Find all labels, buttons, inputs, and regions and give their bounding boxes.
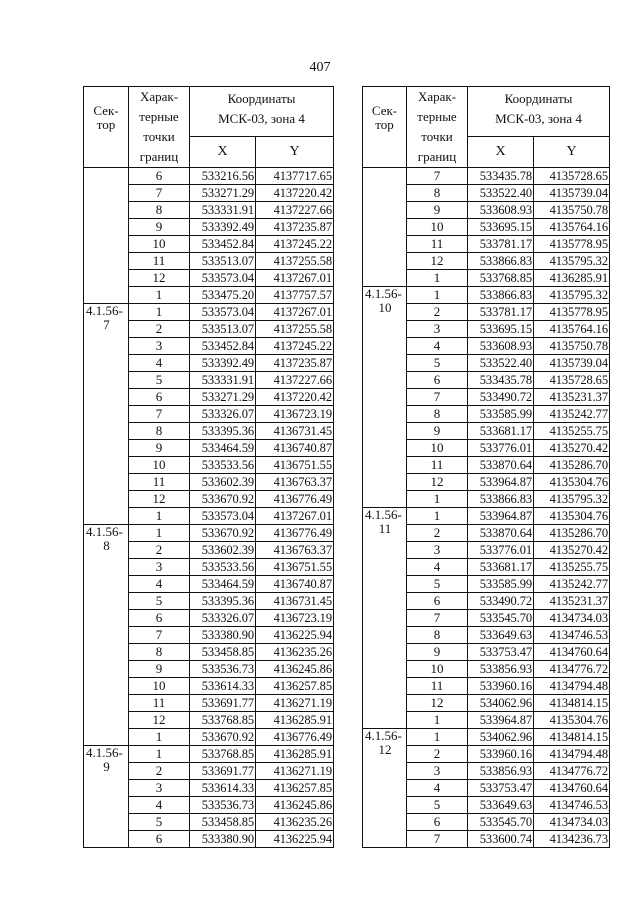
y-coordinate: 4134746.53	[534, 627, 610, 644]
point-number: 1	[407, 287, 468, 304]
table-row	[363, 168, 610, 185]
x-coordinate: 533513.07	[190, 321, 256, 338]
point-number: 6	[407, 814, 468, 831]
x-coordinate: 533458.85	[190, 814, 256, 831]
point-number: 3	[407, 321, 468, 338]
point-number: 11	[129, 695, 190, 712]
x-coordinate: 533602.39	[190, 474, 256, 491]
y-coordinate: 4135739.04	[534, 185, 610, 202]
y-header: Y	[534, 137, 610, 168]
point-number: 9	[129, 661, 190, 678]
y-coordinate: 4135750.78	[534, 202, 610, 219]
x-coordinate: 533326.07	[190, 610, 256, 627]
sector-cell	[363, 729, 407, 848]
point-number: 9	[407, 644, 468, 661]
y-coordinate: 4134794.48	[534, 678, 610, 695]
point-number: 3	[129, 559, 190, 576]
y-coordinate: 4137227.66	[256, 202, 334, 219]
x-coordinate: 533513.07	[190, 253, 256, 270]
point-number: 6	[129, 168, 190, 185]
sector-cell	[363, 168, 407, 287]
y-coordinate: 4136271.19	[256, 695, 334, 712]
y-coordinate: 4135728.65	[534, 372, 610, 389]
y-coordinate: 4134746.53	[534, 797, 610, 814]
x-coordinate: 533768.85	[468, 270, 534, 287]
y-coordinate: 4135795.32	[534, 287, 610, 304]
coordinates-header: Координаты МСК-03, зона 4	[190, 87, 334, 137]
x-coordinate: 533856.93	[468, 763, 534, 780]
point-number: 6	[407, 372, 468, 389]
point-number: 4	[407, 780, 468, 797]
point-number: 1	[407, 508, 468, 525]
y-coordinate: 4135795.32	[534, 253, 610, 270]
y-coordinate: 4136235.26	[256, 644, 334, 661]
point-number: 6	[407, 593, 468, 610]
point-number: 3	[129, 780, 190, 797]
y-coordinate: 4135778.95	[534, 304, 610, 321]
y-coordinate: 4135728.65	[534, 168, 610, 185]
point-number: 8	[407, 185, 468, 202]
points-header: Харак- терные точки границ	[129, 87, 190, 168]
y-coordinate: 4135286.70	[534, 457, 610, 474]
y-coordinate: 4135286.70	[534, 525, 610, 542]
x-coordinate: 533960.16	[468, 678, 534, 695]
point-number: 5	[129, 814, 190, 831]
x-coordinate: 533608.93	[468, 202, 534, 219]
x-coordinate: 533768.85	[190, 712, 256, 729]
x-coordinate: 533464.59	[190, 576, 256, 593]
point-number: 3	[407, 763, 468, 780]
point-number: 1	[129, 287, 190, 304]
y-coordinate: 4137255.58	[256, 253, 334, 270]
x-coordinate: 533602.39	[190, 542, 256, 559]
y-coordinate: 4134760.64	[534, 780, 610, 797]
sector-cell	[363, 287, 407, 508]
point-number: 1	[129, 304, 190, 321]
y-coordinate: 4135242.77	[534, 576, 610, 593]
x-coordinate: 533964.87	[468, 508, 534, 525]
x-coordinate: 534062.96	[468, 695, 534, 712]
point-number: 3	[407, 542, 468, 559]
point-number: 12	[129, 712, 190, 729]
x-header: X	[468, 137, 534, 168]
point-number: 10	[407, 440, 468, 457]
y-coordinate: 4137220.42	[256, 389, 334, 406]
x-coordinate: 533866.83	[468, 253, 534, 270]
x-coordinate: 533856.93	[468, 661, 534, 678]
point-number: 1	[407, 270, 468, 287]
x-coordinate: 533776.01	[468, 542, 534, 559]
y-coordinate: 4136285.91	[256, 712, 334, 729]
point-number: 12	[129, 270, 190, 287]
x-coordinate: 533452.84	[190, 236, 256, 253]
sector-label: 4.1.56- 7	[86, 303, 123, 332]
x-coordinate: 533533.56	[190, 457, 256, 474]
y-coordinate: 4136776.49	[256, 491, 334, 508]
x-coordinate: 534062.96	[468, 729, 534, 746]
y-coordinate: 4136763.37	[256, 542, 334, 559]
coordinates-table-right	[362, 86, 610, 848]
y-coordinate: 4136257.85	[256, 780, 334, 797]
point-number: 3	[129, 338, 190, 355]
point-number: 10	[129, 678, 190, 695]
sector-header: Сек- тор	[363, 87, 407, 168]
point-number: 2	[407, 525, 468, 542]
table-row	[363, 287, 610, 304]
x-coordinate: 533573.04	[190, 304, 256, 321]
y-coordinate: 4136723.19	[256, 406, 334, 423]
left-table-body	[84, 168, 334, 848]
x-coordinate: 533464.59	[190, 440, 256, 457]
y-coordinate: 4136751.55	[256, 457, 334, 474]
sector-cell	[84, 168, 129, 304]
point-number: 12	[407, 253, 468, 270]
y-coordinate: 4136245.86	[256, 661, 334, 678]
sector-cell	[84, 304, 129, 525]
point-number: 7	[407, 610, 468, 627]
x-coordinate: 533649.63	[468, 797, 534, 814]
point-number: 4	[129, 355, 190, 372]
x-coordinate: 533870.64	[468, 457, 534, 474]
x-coordinate: 533380.90	[190, 831, 256, 848]
x-coordinate: 533573.04	[190, 270, 256, 287]
x-coordinate: 533533.56	[190, 559, 256, 576]
point-number: 8	[129, 202, 190, 219]
y-coordinate: 4136257.85	[256, 678, 334, 695]
y-coordinate: 4136271.19	[256, 763, 334, 780]
x-coordinate: 533753.47	[468, 644, 534, 661]
point-number: 2	[129, 763, 190, 780]
y-coordinate: 4137245.22	[256, 338, 334, 355]
point-number: 4	[129, 797, 190, 814]
x-coordinate: 533614.33	[190, 780, 256, 797]
sector-cell	[84, 746, 129, 848]
point-number: 4	[129, 576, 190, 593]
x-coordinate: 533670.92	[190, 525, 256, 542]
point-number: 8	[407, 627, 468, 644]
y-coordinate: 4135255.75	[534, 423, 610, 440]
point-number: 7	[129, 185, 190, 202]
y-coordinate: 4134734.03	[534, 610, 610, 627]
y-coordinate: 4134814.15	[534, 729, 610, 746]
y-coordinate: 4136751.55	[256, 559, 334, 576]
y-header: Y	[256, 137, 334, 168]
x-coordinate: 533681.17	[468, 559, 534, 576]
point-number: 1	[129, 525, 190, 542]
y-coordinate: 4135764.16	[534, 219, 610, 236]
y-coordinate: 4135270.42	[534, 440, 610, 457]
y-coordinate: 4137227.66	[256, 372, 334, 389]
y-coordinate: 4134236.73	[534, 831, 610, 848]
table-row	[363, 508, 610, 525]
y-coordinate: 4136740.87	[256, 440, 334, 457]
sector-cell	[363, 508, 407, 729]
y-coordinate: 4136776.49	[256, 729, 334, 746]
point-number: 8	[407, 406, 468, 423]
point-number: 11	[129, 253, 190, 270]
y-coordinate: 4137235.87	[256, 219, 334, 236]
point-number: 4	[407, 338, 468, 355]
point-number: 9	[407, 423, 468, 440]
y-coordinate: 4135778.95	[534, 236, 610, 253]
x-coordinate: 533964.87	[468, 712, 534, 729]
x-coordinate: 533670.92	[190, 729, 256, 746]
y-coordinate: 4136731.45	[256, 593, 334, 610]
x-coordinate: 533545.70	[468, 814, 534, 831]
x-coordinate: 533490.72	[468, 389, 534, 406]
point-number: 4	[407, 559, 468, 576]
x-coordinate: 533271.29	[190, 389, 256, 406]
table-row	[84, 746, 334, 763]
point-number: 11	[129, 474, 190, 491]
point-number: 1	[407, 491, 468, 508]
y-coordinate: 4137267.01	[256, 304, 334, 321]
x-coordinate: 533681.17	[468, 423, 534, 440]
x-coordinate: 533608.93	[468, 338, 534, 355]
table-row	[84, 304, 334, 321]
x-coordinate: 533768.85	[190, 746, 256, 763]
point-number: 7	[407, 168, 468, 185]
x-coordinate: 533753.47	[468, 780, 534, 797]
point-number: 5	[129, 372, 190, 389]
sector-header: Сек- тор	[84, 87, 129, 168]
y-coordinate: 4136723.19	[256, 610, 334, 627]
x-coordinate: 533271.29	[190, 185, 256, 202]
x-coordinate: 533781.17	[468, 236, 534, 253]
x-coordinate: 533475.20	[190, 287, 256, 304]
point-number: 6	[129, 610, 190, 627]
x-coordinate: 533776.01	[468, 440, 534, 457]
y-coordinate: 4135255.75	[534, 559, 610, 576]
x-coordinate: 533670.92	[190, 491, 256, 508]
y-coordinate: 4134760.64	[534, 644, 610, 661]
x-coordinate: 533435.78	[468, 372, 534, 389]
x-coordinate: 533392.49	[190, 219, 256, 236]
point-number: 7	[407, 831, 468, 848]
point-number: 9	[129, 440, 190, 457]
point-number: 7	[129, 406, 190, 423]
point-number: 5	[407, 355, 468, 372]
point-number: 10	[129, 236, 190, 253]
point-number: 7	[407, 389, 468, 406]
point-number: 9	[129, 219, 190, 236]
y-coordinate: 4136285.91	[256, 746, 334, 763]
point-number: 1	[129, 746, 190, 763]
points-header: Харак- терные точки границ	[407, 87, 468, 168]
y-coordinate: 4135739.04	[534, 355, 610, 372]
x-coordinate: 533691.77	[190, 763, 256, 780]
point-number: 12	[407, 695, 468, 712]
point-number: 5	[407, 797, 468, 814]
x-coordinate: 533435.78	[468, 168, 534, 185]
coordinates-table-left	[83, 86, 334, 848]
y-coordinate: 4137757.57	[256, 287, 334, 304]
y-coordinate: 4137255.58	[256, 321, 334, 338]
point-number: 6	[129, 831, 190, 848]
x-coordinate: 533331.91	[190, 202, 256, 219]
y-coordinate: 4136225.94	[256, 831, 334, 848]
point-number: 12	[129, 491, 190, 508]
point-number: 12	[407, 474, 468, 491]
y-coordinate: 4136731.45	[256, 423, 334, 440]
x-coordinate: 533649.63	[468, 627, 534, 644]
y-coordinate: 4135304.76	[534, 474, 610, 491]
point-number: 1	[129, 508, 190, 525]
point-number: 10	[407, 219, 468, 236]
y-coordinate: 4135242.77	[534, 406, 610, 423]
x-coordinate: 533573.04	[190, 508, 256, 525]
x-coordinate: 533380.90	[190, 627, 256, 644]
y-coordinate: 4134776.72	[534, 763, 610, 780]
x-header: X	[190, 137, 256, 168]
point-number: 6	[129, 389, 190, 406]
x-coordinate: 533695.15	[468, 321, 534, 338]
y-coordinate: 4136776.49	[256, 525, 334, 542]
x-coordinate: 533452.84	[190, 338, 256, 355]
point-number: 1	[129, 729, 190, 746]
x-coordinate: 533866.83	[468, 491, 534, 508]
sector-label: 4.1.56- 11	[365, 507, 402, 536]
coordinates-header: Координаты МСК-03, зона 4	[468, 87, 610, 137]
point-number: 9	[407, 202, 468, 219]
point-number: 1	[407, 712, 468, 729]
right-table-body	[363, 168, 610, 848]
y-coordinate: 4137220.42	[256, 185, 334, 202]
y-coordinate: 4136225.94	[256, 627, 334, 644]
sector-label: 4.1.56- 10	[365, 286, 402, 315]
table-row	[363, 729, 610, 746]
y-coordinate: 4137267.01	[256, 270, 334, 287]
x-coordinate: 533870.64	[468, 525, 534, 542]
point-number: 2	[407, 746, 468, 763]
y-coordinate: 4135764.16	[534, 321, 610, 338]
y-coordinate: 4137717.65	[256, 168, 334, 185]
y-coordinate: 4135795.32	[534, 491, 610, 508]
x-coordinate: 533614.33	[190, 678, 256, 695]
x-coordinate: 533536.73	[190, 661, 256, 678]
page-number: 407	[309, 60, 331, 75]
x-coordinate: 533585.99	[468, 406, 534, 423]
y-coordinate: 4135231.37	[534, 593, 610, 610]
point-number: 11	[407, 678, 468, 695]
point-number: 5	[129, 593, 190, 610]
y-coordinate: 4134794.48	[534, 746, 610, 763]
x-coordinate: 533395.36	[190, 423, 256, 440]
point-number: 11	[407, 236, 468, 253]
x-coordinate: 533691.77	[190, 695, 256, 712]
x-coordinate: 533695.15	[468, 219, 534, 236]
y-coordinate: 4136763.37	[256, 474, 334, 491]
point-number: 1	[407, 729, 468, 746]
y-coordinate: 4135750.78	[534, 338, 610, 355]
x-coordinate: 533964.87	[468, 474, 534, 491]
x-coordinate: 533536.73	[190, 797, 256, 814]
x-coordinate: 533326.07	[190, 406, 256, 423]
point-number: 8	[129, 644, 190, 661]
x-coordinate: 533522.40	[468, 355, 534, 372]
x-coordinate: 533600.74	[468, 831, 534, 848]
y-coordinate: 4137235.87	[256, 355, 334, 372]
y-coordinate: 4136285.91	[534, 270, 610, 287]
x-coordinate: 533585.99	[468, 576, 534, 593]
y-coordinate: 4134814.15	[534, 695, 610, 712]
y-coordinate: 4134734.03	[534, 814, 610, 831]
x-coordinate: 533392.49	[190, 355, 256, 372]
point-number: 10	[129, 457, 190, 474]
x-coordinate: 533781.17	[468, 304, 534, 321]
point-number: 2	[129, 542, 190, 559]
y-coordinate: 4137245.22	[256, 236, 334, 253]
point-number: 7	[129, 627, 190, 644]
x-coordinate: 533458.85	[190, 644, 256, 661]
y-coordinate: 4134776.72	[534, 661, 610, 678]
sector-cell	[84, 525, 129, 746]
point-number: 2	[407, 304, 468, 321]
y-coordinate: 4135231.37	[534, 389, 610, 406]
y-coordinate: 4135304.76	[534, 712, 610, 729]
y-coordinate: 4136740.87	[256, 576, 334, 593]
point-number: 2	[129, 321, 190, 338]
point-number: 8	[129, 423, 190, 440]
y-coordinate: 4137267.01	[256, 508, 334, 525]
x-coordinate: 533866.83	[468, 287, 534, 304]
point-number: 11	[407, 457, 468, 474]
point-number: 5	[407, 576, 468, 593]
x-coordinate: 533960.16	[468, 746, 534, 763]
sector-label: 4.1.56- 12	[365, 728, 402, 757]
x-coordinate: 533395.36	[190, 593, 256, 610]
table-row	[84, 168, 334, 185]
x-coordinate: 533331.91	[190, 372, 256, 389]
x-coordinate: 533522.40	[468, 185, 534, 202]
point-number: 10	[407, 661, 468, 678]
y-coordinate: 4135270.42	[534, 542, 610, 559]
x-coordinate: 533545.70	[468, 610, 534, 627]
x-coordinate: 533490.72	[468, 593, 534, 610]
y-coordinate: 4136245.86	[256, 797, 334, 814]
table-row	[84, 525, 334, 542]
y-coordinate: 4135304.76	[534, 508, 610, 525]
sector-label: 4.1.56- 8	[86, 524, 123, 553]
sector-label: 4.1.56- 9	[86, 745, 123, 774]
y-coordinate: 4136235.26	[256, 814, 334, 831]
x-coordinate: 533216.56	[190, 168, 256, 185]
